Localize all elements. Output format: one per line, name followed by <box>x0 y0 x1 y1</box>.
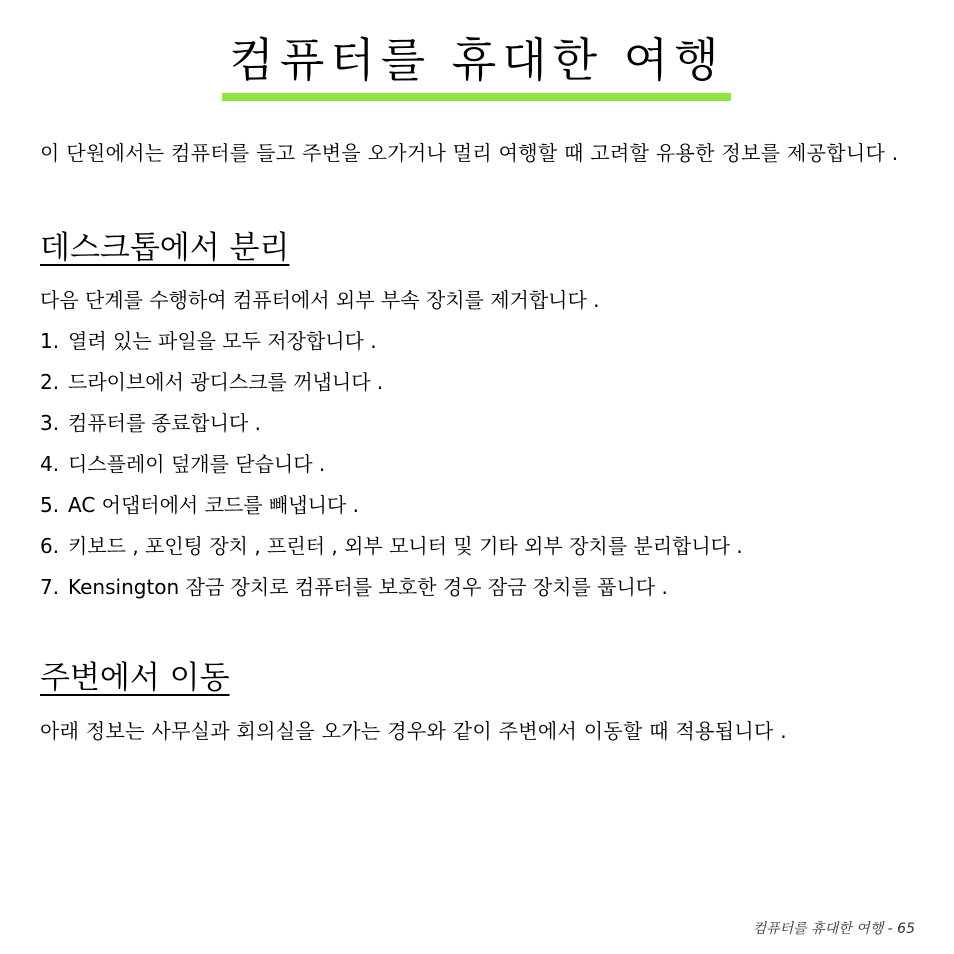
page-title: 컴퓨터를 휴대한 여행 <box>229 33 725 87</box>
step-number: 4. <box>40 452 60 476</box>
section-heading-moving-around: 주변에서 이동 <box>40 660 230 696</box>
step-number: 5. <box>40 493 60 517</box>
title-underline-bar <box>222 93 731 101</box>
step-text: AC 어댑터에서 코드를 빼냅니다 . <box>68 493 359 517</box>
step-number: 1. <box>40 329 60 353</box>
step-text: 키보드 , 포인팅 장치 , 프린터 , 외부 모니터 및 기타 외부 장치를 분리합니다 . <box>68 534 743 558</box>
list-item <box>40 490 912 521</box>
step-text: Kensington 잠금 장치로 컴퓨터를 보호한 경우 잠금 장치를 풉니다 . <box>68 575 668 599</box>
step-text: 디스플레이 덮개를 닫습니다 . <box>68 452 326 476</box>
step-number: 2. <box>40 370 60 394</box>
step-text: 열려 있는 파일을 모두 저장합니다 . <box>68 329 377 353</box>
step-number: 3. <box>40 411 60 435</box>
step-text: 컴퓨터를 종료합니다 . <box>68 411 261 435</box>
list-item <box>40 531 912 562</box>
disconnect-steps <box>40 285 912 613</box>
list-item <box>40 408 912 439</box>
step-text: 드라이브에서 광디스크를 꺼냅니다 . <box>68 370 384 394</box>
list-item <box>40 572 912 603</box>
list-item <box>40 326 912 357</box>
steps-intro: 다음 단계를 수행하여 컴퓨터에서 외부 부속 장치를 제거합니다 . <box>40 288 600 312</box>
page-footer: 컴퓨터를 휴대한 여행 - 65 <box>752 921 915 937</box>
intro-paragraph: 이 단원에서는 컴퓨터를 들고 주변을 오가거나 멀리 여행할 때 고려할 유용한 정보를 제공합니다 . <box>40 141 899 165</box>
step-number: 7. <box>40 575 60 599</box>
moving-around-paragraph: 아래 정보는 사무실과 회의실을 오가는 경우와 같이 주변에서 이동할 때 적용됩니다 . <box>40 719 787 743</box>
list-item <box>40 449 912 480</box>
list-item <box>40 367 912 398</box>
section-heading-disconnect: 데스크톱에서 분리 <box>40 230 290 266</box>
step-number: 6. <box>40 534 60 558</box>
